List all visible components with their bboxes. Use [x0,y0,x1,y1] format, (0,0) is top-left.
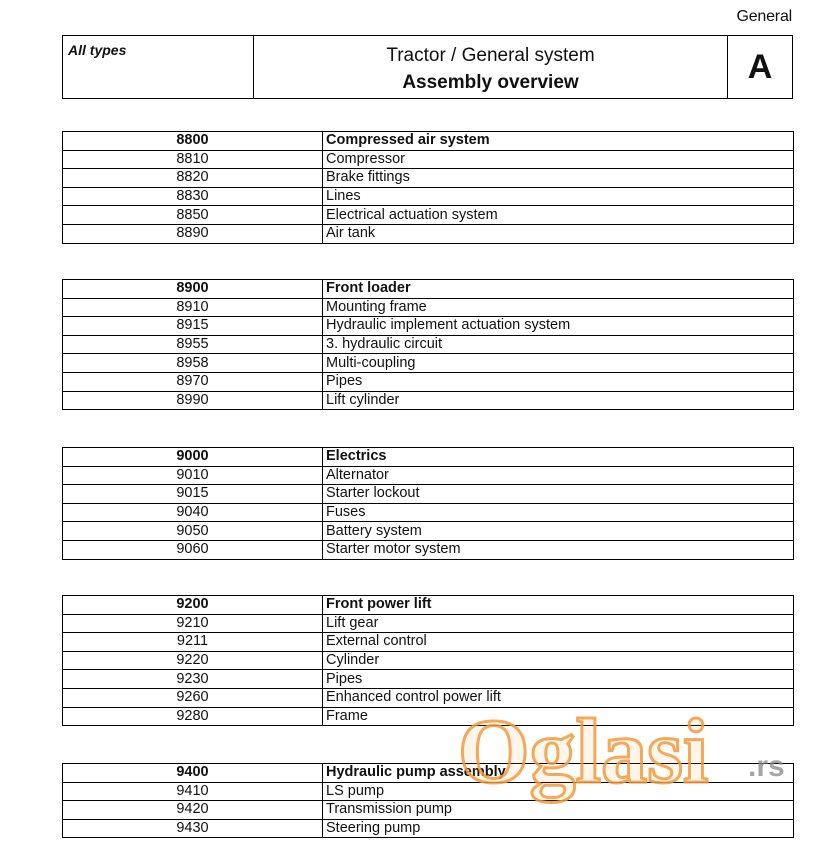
table-row [63,633,794,652]
section-code: 8800 [63,132,323,151]
section-title: Front power lift [323,596,794,615]
row-label: Transmission pump [323,801,794,820]
section-header-row [63,596,794,615]
row-label: Steering pump [323,819,794,838]
section-title: Compressed air system [323,132,794,151]
row-label: Cylinder [323,651,794,670]
row-label: Hydraulic implement actuation system [323,317,794,336]
row-code: 9230 [63,670,323,689]
row-label: Lift gear [323,614,794,633]
row-code: 9210 [63,614,323,633]
row-label: LS pump [323,782,794,801]
table-row [63,819,794,838]
row-code: 9220 [63,651,323,670]
row-label: Air tank [323,224,794,243]
table-row [63,614,794,633]
table-row [63,224,794,243]
table-row [63,651,794,670]
section-code: 9200 [63,596,323,615]
table-row [63,485,794,504]
row-code: 8958 [63,354,323,373]
row-label: Fuses [323,503,794,522]
row-label: Lift cylinder [323,391,794,410]
section-code: 9400 [63,764,323,783]
row-label: Pipes [323,670,794,689]
row-label: 3. hydraulic circuit [323,335,794,354]
row-code: 9040 [63,503,323,522]
watermark-logo [452,700,812,810]
section-header-row [63,448,794,467]
table-row [63,335,794,354]
row-label: Pipes [323,372,794,391]
section-title: Hydraulic pump assembly [323,764,794,783]
row-label: Frame [323,707,794,726]
section-code: 9000 [63,448,323,467]
row-code: 8820 [63,169,323,188]
row-label: Starter motor system [323,540,794,559]
header-titles [254,36,728,98]
row-code: 8830 [63,187,323,206]
table-row [63,670,794,689]
table-row [63,298,794,317]
table-row [63,150,794,169]
row-code: 8910 [63,298,323,317]
row-code: 9280 [63,707,323,726]
table-row [63,372,794,391]
page-label: General [736,8,792,25]
section-header-row [63,132,794,151]
watermark-text: Oglasi [458,700,709,802]
row-code: 9260 [63,688,323,707]
section-title: Front loader [323,280,794,299]
section-table [62,131,794,244]
row-code: 9010 [63,466,323,485]
table-row [63,354,794,373]
section-table [62,279,794,410]
row-label: Alternator [323,466,794,485]
row-label: Electrical actuation system [323,206,794,225]
table-row [63,317,794,336]
row-code: 8810 [63,150,323,169]
row-label: Multi-coupling [323,354,794,373]
row-code: 8955 [63,335,323,354]
table-row [63,503,794,522]
section-table [62,447,794,560]
row-label: External control [323,633,794,652]
document-subtitle: Assembly overview [402,72,579,93]
row-code: 9410 [63,782,323,801]
document-header [62,35,793,99]
row-code: 8890 [63,224,323,243]
row-code: 9060 [63,540,323,559]
table-row [63,391,794,410]
row-code: 8970 [63,372,323,391]
row-code: 9211 [63,633,323,652]
watermark-suffix: .rs [748,750,785,783]
row-code: 8915 [63,317,323,336]
row-code: 9015 [63,485,323,504]
table-row [63,522,794,541]
row-code: 9420 [63,801,323,820]
row-label: Compressor [323,150,794,169]
table-row [63,540,794,559]
row-code: 8990 [63,391,323,410]
row-label: Lines [323,187,794,206]
document-title: Tractor / General system [386,45,595,66]
row-label: Battery system [323,522,794,541]
table-row [63,169,794,188]
section-header-row [63,280,794,299]
row-label: Starter lockout [323,485,794,504]
row-code: 9050 [63,522,323,541]
section-title: Electrics [323,448,794,467]
table-row [63,466,794,485]
section-code: 8900 [63,280,323,299]
row-label: Enhanced control power lift [323,688,794,707]
row-label: Mounting frame [323,298,794,317]
row-code: 8850 [63,206,323,225]
table-row [63,206,794,225]
applies-to-label: All types [63,36,254,98]
row-code: 9430 [63,819,323,838]
row-label: Brake fittings [323,169,794,188]
section-letter: A [747,47,773,86]
table-row [63,187,794,206]
